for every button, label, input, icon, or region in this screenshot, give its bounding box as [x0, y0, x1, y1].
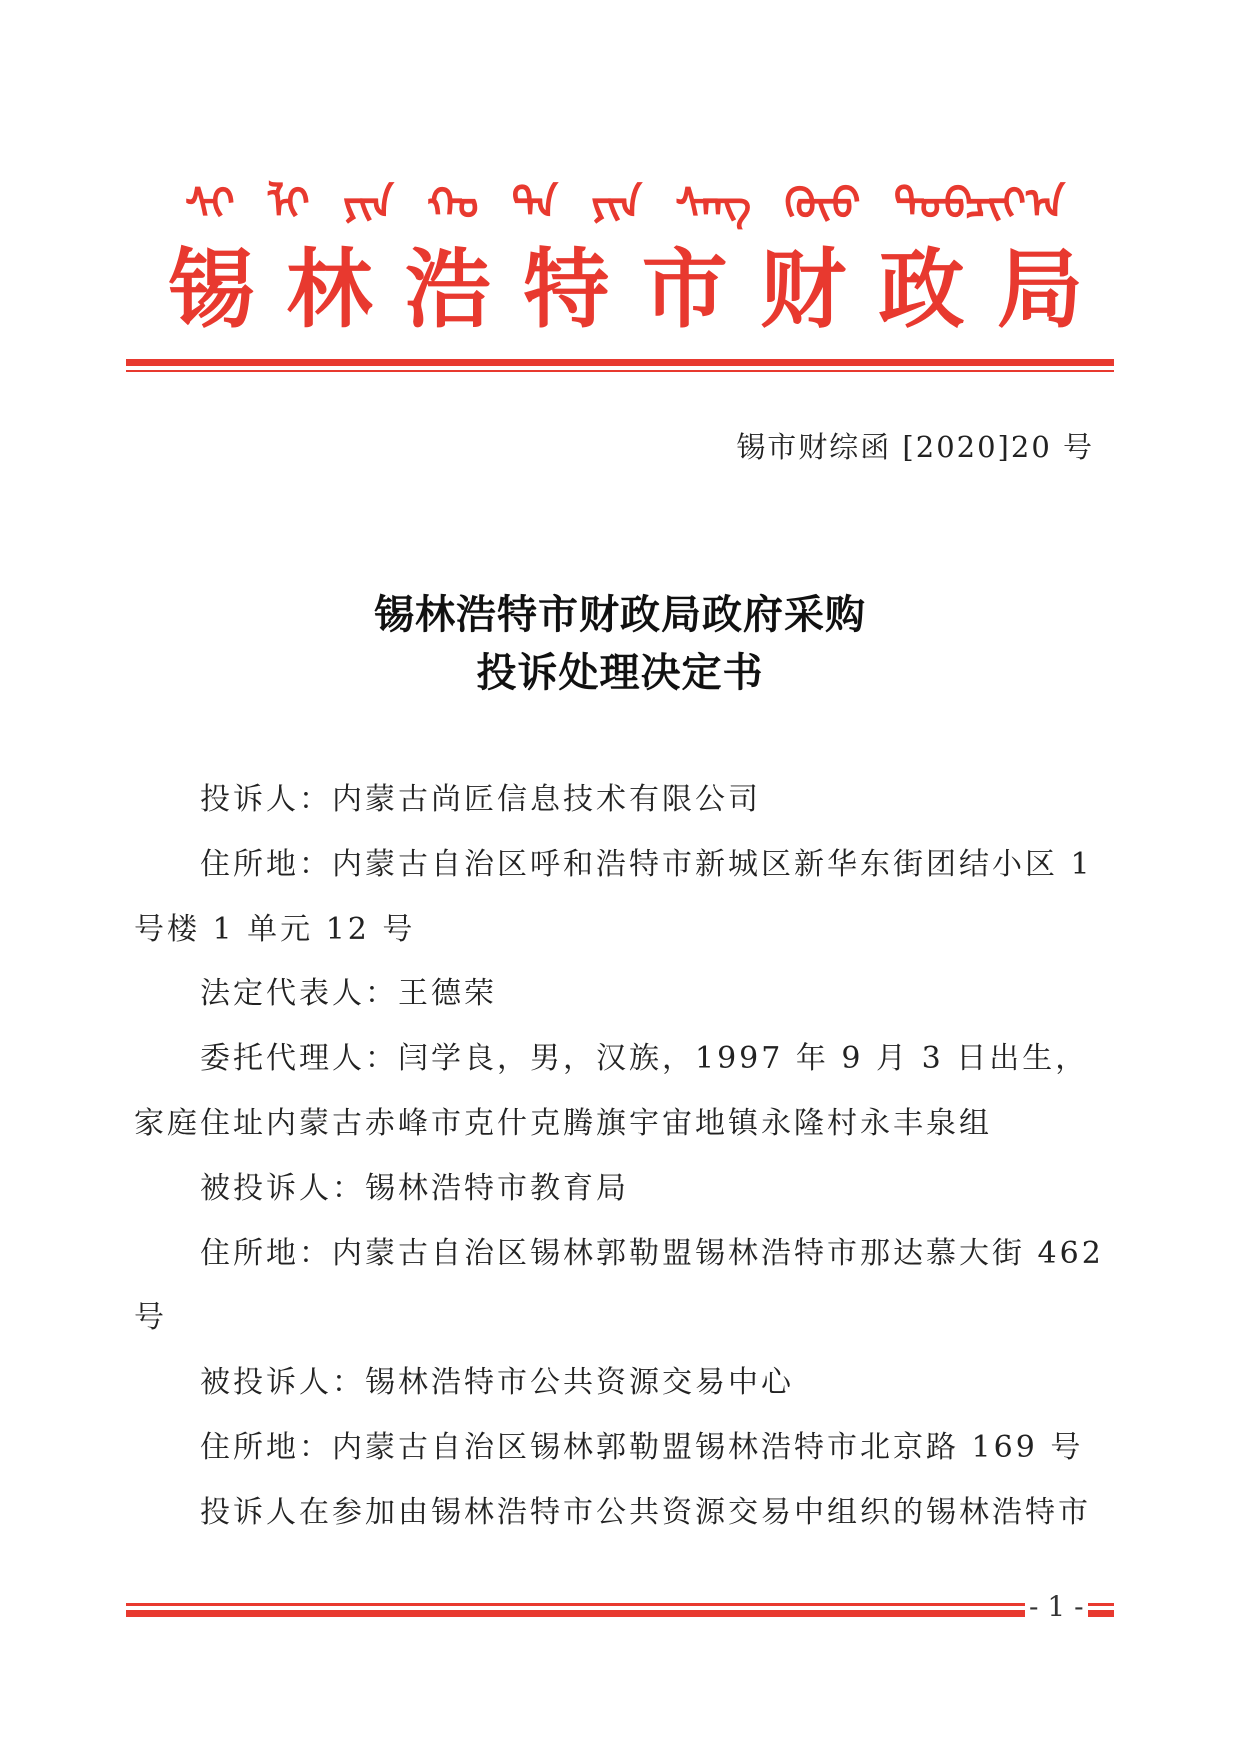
respondent-2-address: 住所地：内蒙古自治区锡林郭勒盟锡林浩特市北京路 169 号 [200, 1429, 1084, 1465]
agency-char: 财 [760, 240, 847, 340]
mongolian-word: ᠶᠢᠨ [342, 179, 394, 228]
document-title-line1: 锡林浩特市财政局政府采购 [374, 592, 866, 638]
mongolian-header [185, 158, 1065, 248]
agency-char: 局 [996, 240, 1083, 340]
mongolian-word: ᠯᠢ [267, 179, 310, 228]
agency-char: 林 [286, 240, 373, 340]
complainant: 投诉人：内蒙古尚匠信息技术有限公司 [200, 782, 761, 817]
header-rule-thin [126, 370, 1114, 372]
agency-char: 锡 [168, 240, 254, 340]
footer-rule-thick [126, 1610, 1114, 1617]
agency-char: 浩 [404, 240, 491, 340]
agency-name-header [168, 240, 1083, 340]
document-body [134, 768, 1109, 1546]
legal-representative: 法定代表人：王德荣 [200, 976, 497, 1012]
mongolian-word: ᠲᠠ [511, 179, 558, 228]
agency-char: 政 [878, 240, 965, 340]
footer-rule-thin [126, 1603, 1114, 1606]
respondent-2: 被投诉人：锡林浩特市公共资源交易中心 [200, 1365, 794, 1401]
mongolian-word: ᠰᠠᠩ [675, 179, 752, 228]
agency-char: 特 [523, 240, 610, 340]
mongolian-word: ᠰᠢ [185, 179, 235, 228]
agency-char: 市 [641, 240, 728, 340]
respondent-1-address: 住所地：内蒙古自治区锡林郭勒盟锡林浩特市那达慕大街 462 号 [134, 1235, 1104, 1336]
respondent-1: 被投诉人：锡林浩特市教育局 [200, 1170, 629, 1206]
mongolian-word: ᠬᠦᠦ [784, 179, 861, 228]
mongolian-word: ᠶᠢᠨ [591, 179, 642, 228]
document-title-line2: 投诉处理决定书 [476, 650, 764, 696]
header-rule-thick [126, 359, 1114, 366]
authorized-agent: 委托代理人：闫学良，男，汉族，1997 年 9 月 3 日出生，家庭住址内蒙古赤峰市克什克腾旗宇宙地镇永隆村永丰泉组 [134, 1041, 1089, 1141]
mongolian-word: ᠲᠣᠪᠴᠢᠶ᠎ᠠ [893, 179, 1065, 228]
page-number: - 1 - [1025, 1590, 1088, 1623]
document-number: 锡市财综函 [2020]20 号 [736, 430, 1094, 464]
opening-paragraph: 投诉人在参加由锡林浩特市公共资源交易中组织的锡林浩特市 [200, 1494, 1091, 1530]
complainant-address: 住所地：内蒙古自治区呼和浩特市新城区新华东街团结小区 1 号楼 1 单元 12 号 [134, 846, 1093, 947]
mongolian-word: ᠬᠣ [426, 179, 479, 228]
